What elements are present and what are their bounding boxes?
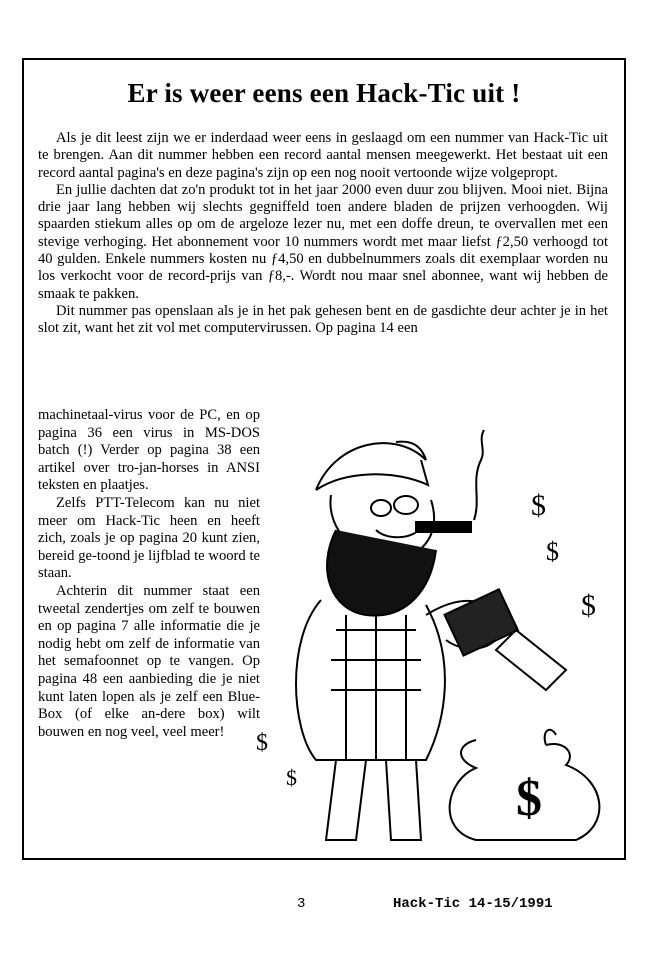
dollar-sign-2: $ (546, 537, 559, 566)
column-paragraph-2: Zelfs PTT-Telecom kan nu niet meer om Hack-Tic heen en heeft zich, zoals je op pagina 20 kunt zien, bereid ge-toond je lijfblad te woord te staan. (38, 494, 260, 582)
article-column (38, 407, 260, 741)
article-title: Er is weer eens een Hack-Tic uit ! (127, 78, 521, 108)
column-paragraph-1: machinetaal-virus voor de PC, en op pagina 36 een virus in MS-DOS batch (!) Verder op pagina 38 een artikel over tro-jan-horses in ANSI teksten en plaatjes. (38, 407, 260, 494)
dollar-sign-5: $ (286, 765, 297, 790)
hacker-cartoon-illustration (246, 400, 621, 850)
paragraph-3: Dit nummer pas openslaan als je in het pak gehesen bent en de gasdichte deur achter je in het slot zit, want het zit vol met computervirussen. Op pagina 14 een (38, 302, 608, 337)
article-frame (22, 58, 626, 860)
publication-label: Hack-Tic 14-15/1991 (393, 896, 553, 912)
money-bag-dollar: $ (516, 770, 542, 827)
dollar-sign-1: $ (531, 489, 546, 522)
dollar-sign-3: $ (581, 589, 596, 622)
article-body (38, 130, 608, 338)
paragraph-1: Als je dit leest zijn we er inderdaad weer eens in geslaagd om een nummer van Hack-Tic uit te brengen. Aan dit nummer hebben een record aantal mensen meegewerkt. Het bestaat uit een record aantal pagina's en deze pagina's zijn op een nog nooit vertoonde wijze volgepropt. (38, 130, 608, 181)
dollar-sign-4: $ (256, 730, 268, 756)
column-paragraph-3: Achterin dit nummer staat een tweetal zendertjes om zelf te bouwen en op pagina 7 alle informatie die je nodig hebt om zelf de informatie van het semafoonnet op te vangen. Op pagina 48 een aanbieding die je niet kunt laten lopen als je zelf een Blue-Box (of elke an-dere box) wilt bouwen en nog veel, veel meer! (38, 582, 260, 740)
paragraph-2: En jullie dachten dat zo'n produkt tot in het jaar 2000 even duur zou blijven. Mooi niet. Bijna drie jaar lang hebben wij slechts gegniffeld toen andere bladen de prijzen verhoogden. Wij spaarden stiekum alles op om de argeloze lezer nu, met een doffe dreun, te overvallen met een stevige verhoging. Het abonnement voor 10 nummers wordt met maar liefst ƒ2,50 verhoogd tot 40 gulden. Enkele nummers kosten nu ƒ4,50 en dubbelnummers zoals dit exemplaar worden nu los verkocht voor de record-prijs van ƒ8,-. Wordt nou maar snel abonnee, want wij hebben de smaak te pakken. (38, 181, 608, 302)
page-number: 3 (297, 896, 306, 912)
